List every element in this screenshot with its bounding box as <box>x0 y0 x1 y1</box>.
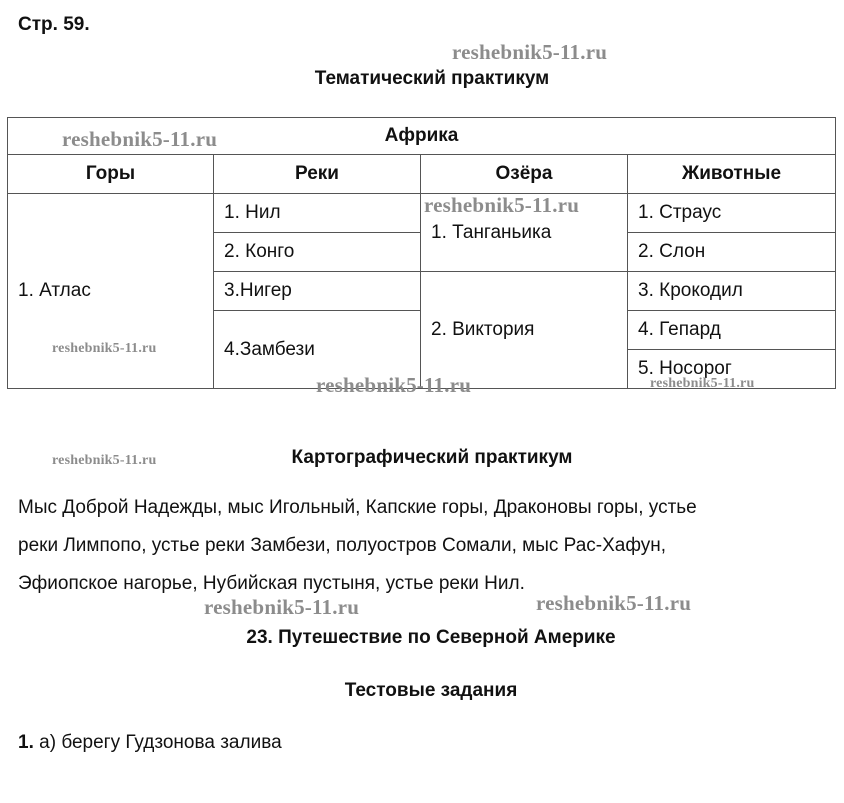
watermark: reshebnik5-11.ru <box>452 40 608 64</box>
mountain-cell: 1. Атлас <box>8 194 214 389</box>
column-header: Животные <box>628 155 836 194</box>
watermark: reshebnik5-11.ru <box>204 595 360 619</box>
watermark: reshebnik5-11.ru <box>52 453 157 468</box>
text-line: Эфиопское нагорье, Нубийская пустыня, устье реки Нил. <box>18 573 525 594</box>
animal-cell: 5. Носорог <box>628 350 836 389</box>
watermark: reshebnik5-11.ru <box>316 373 472 397</box>
test-answer <box>18 732 282 754</box>
river-cell: 2. Конго <box>214 233 421 272</box>
text-line: Мыс Доброй Надежды, мыс Игольный, Капские горы, Драконовы горы, устье <box>18 497 697 518</box>
watermark: reshebnik5-11.ru <box>650 376 755 391</box>
section-title: 23. Путешествие по Северной Америке <box>246 627 616 648</box>
animal-cell: 1. Страус <box>628 194 836 233</box>
cartographic-text <box>18 489 828 603</box>
watermark: reshebnik5-11.ru <box>62 127 218 151</box>
watermark: reshebnik5-11.ru <box>424 193 580 217</box>
column-header: Горы <box>8 155 214 194</box>
watermark: reshebnik5-11.ru <box>52 341 157 356</box>
lake-cell: 2. Виктория <box>421 272 628 389</box>
animal-cell: 2. Слон <box>628 233 836 272</box>
river-cell: 3.Нигер <box>214 272 421 311</box>
river-cell: 1. Нил <box>214 194 421 233</box>
lake-cell: 1. Танганьика <box>421 194 628 272</box>
watermark: reshebnik5-11.ru <box>536 591 692 615</box>
table-title: Африка <box>8 118 836 155</box>
animal-cell: 3. Крокодил <box>628 272 836 311</box>
section-subtitle: Тестовые задания <box>344 680 518 701</box>
text-line: реки Лимпопо, устье реки Замбези, полуостров Сомали, мыс Рас-Хафун, <box>18 535 667 556</box>
animal-cell: 4. Гепард <box>628 311 836 350</box>
column-header: Озёра <box>421 155 628 194</box>
answer-text: а) берегу Гудзонова залива <box>39 732 282 753</box>
thematic-title: Тематический практикум <box>314 68 550 89</box>
column-header: Реки <box>214 155 421 194</box>
page-number: Стр. 59. <box>18 14 90 35</box>
cartographic-title: Картографический практикум <box>291 447 573 468</box>
river-cell: 4.Замбези <box>214 311 421 389</box>
question-number: 1. <box>18 732 34 753</box>
